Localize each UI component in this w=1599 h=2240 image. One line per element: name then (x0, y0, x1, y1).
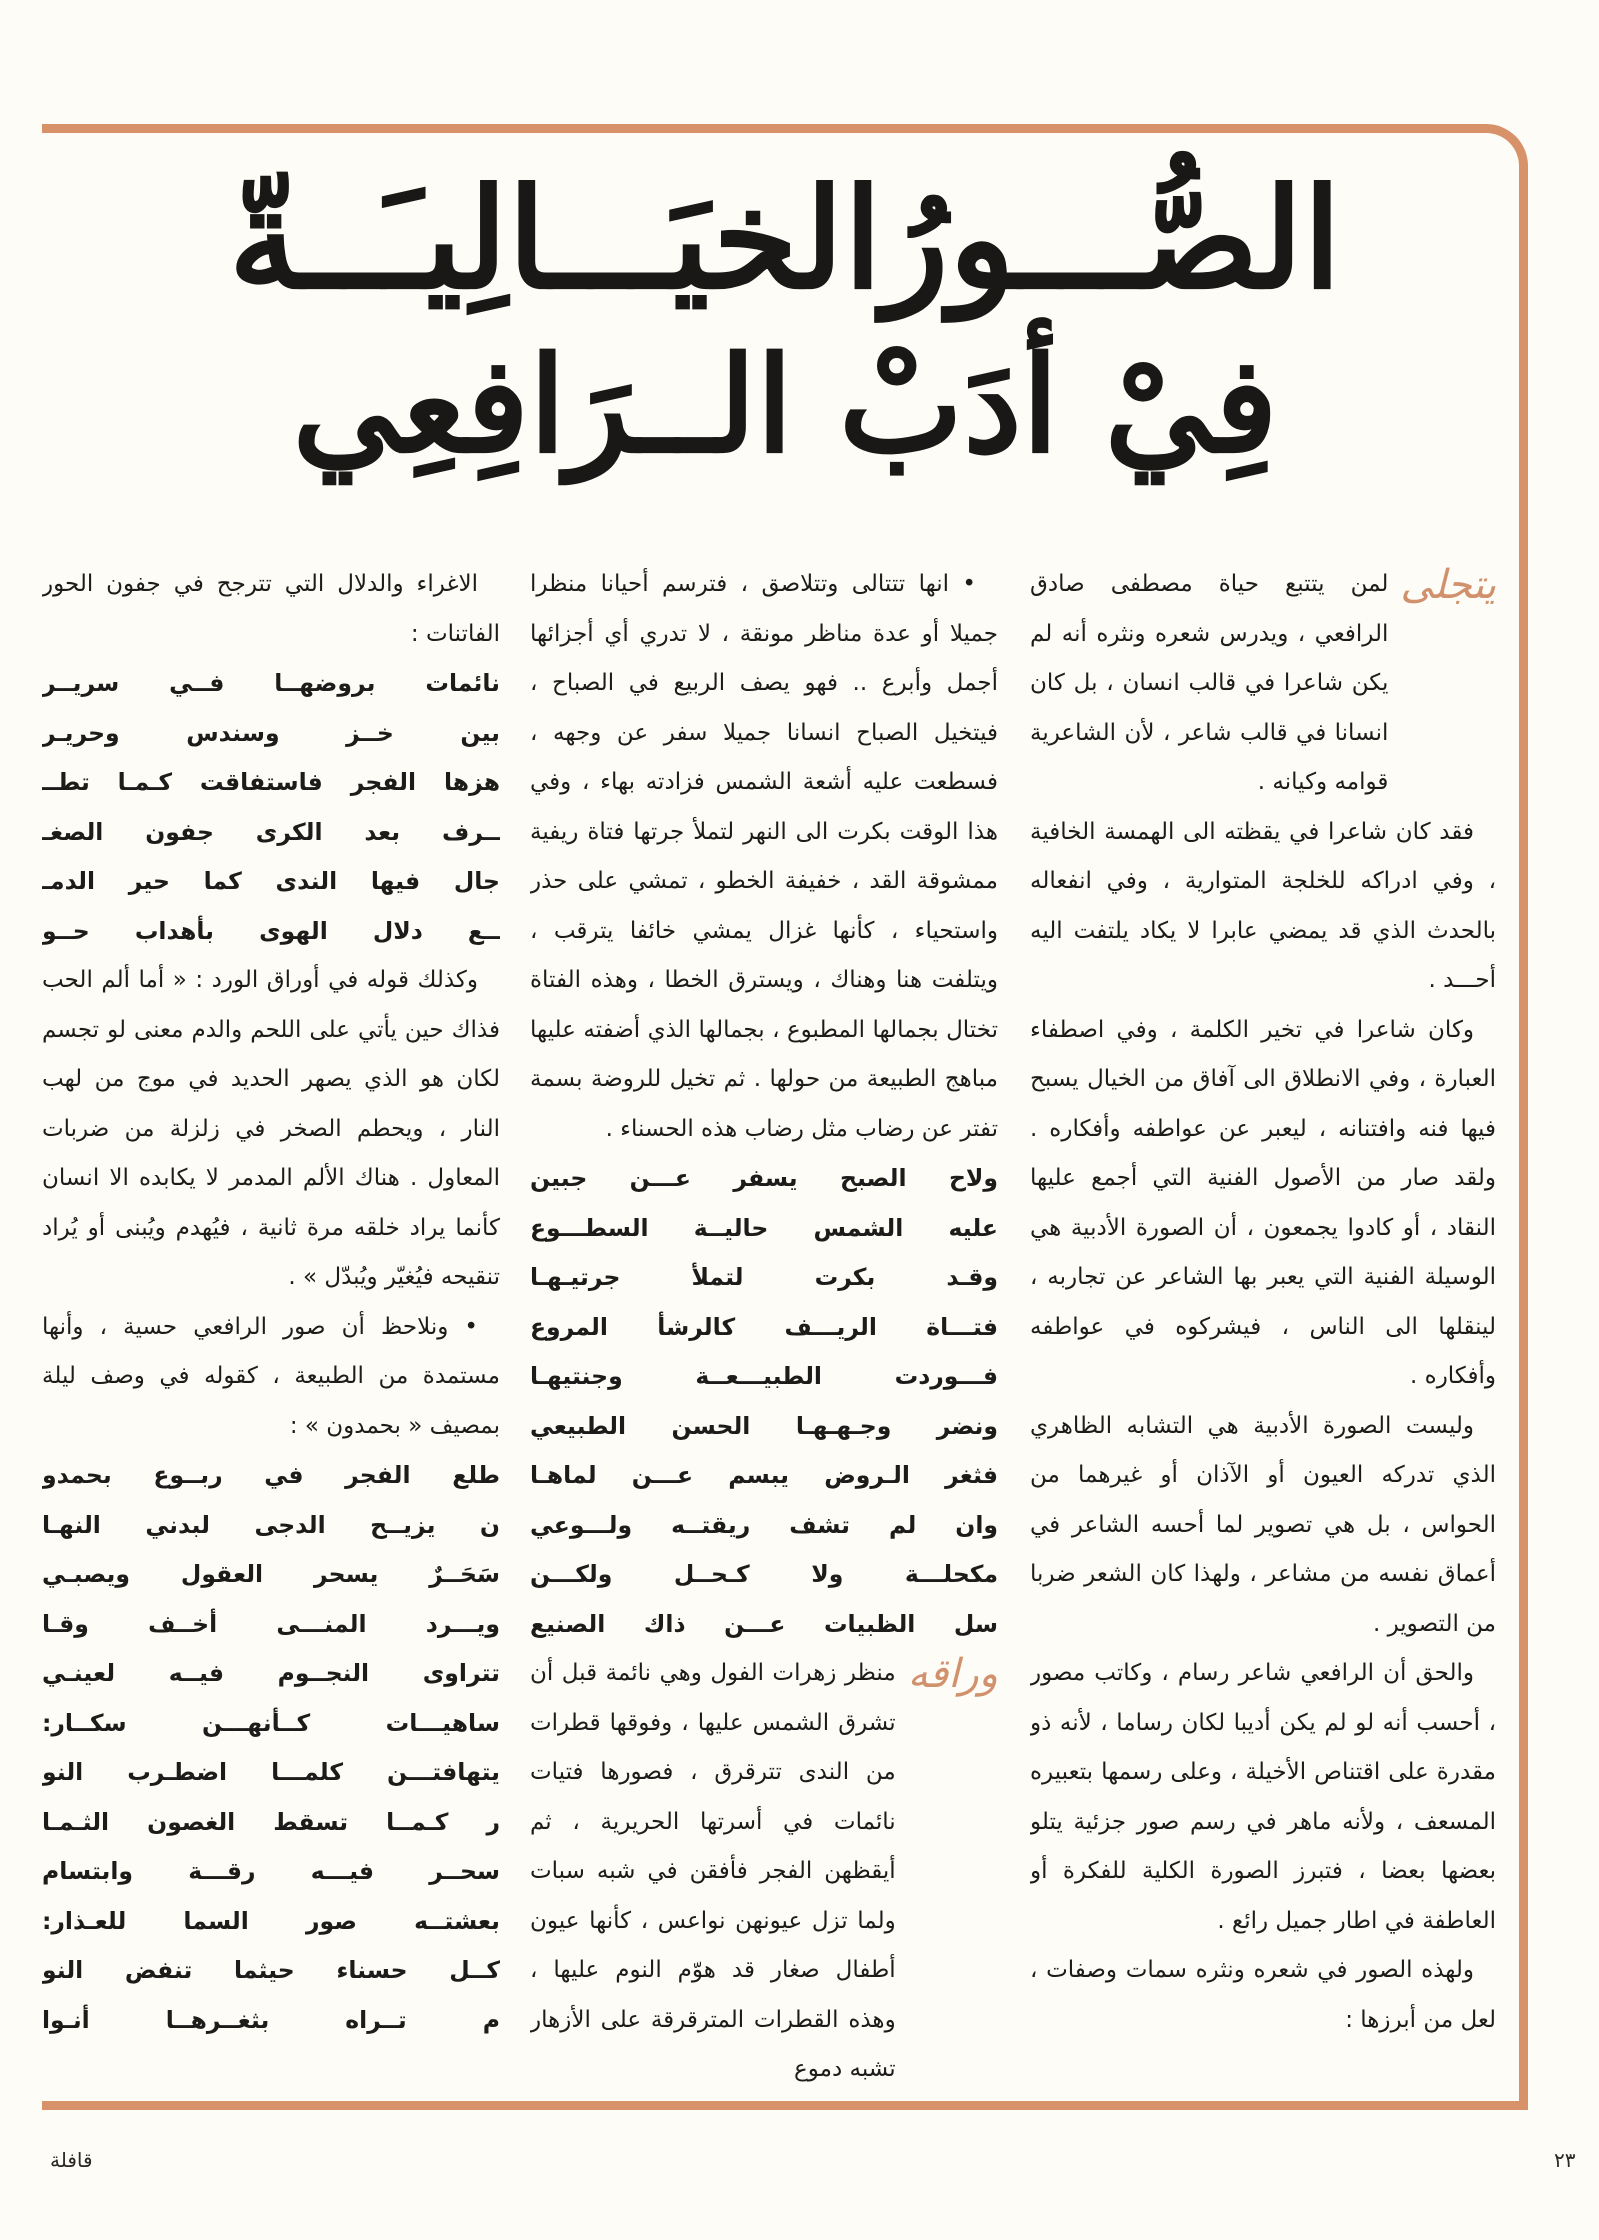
verse-line: سل الظبيات عـــن ذاك الصنيع (530, 1609, 998, 1638)
verse-line: ــع دلال الهوى بأهداب حــو (42, 916, 500, 945)
verse-line: ويـــرد المنـــى أخــف وقـا (42, 1609, 500, 1638)
verse-line: ــرف بعد الكرى جفون الصغـ (42, 817, 500, 846)
verse-line: يتهافتـــن كلمـــا اضطـرب النو (42, 1758, 500, 1786)
verse-line: هزها الفجر فاستفاقت كـمـا تطــ (42, 768, 500, 796)
article-title (60, 157, 1510, 530)
section-tag-yatajalla: يتجلى (1400, 562, 1496, 608)
verse-line: فتـــاة الريـــف كالرشأ المروع (530, 1312, 998, 1341)
paragraph: الاغراء والدلال التي تترجح في جفون الحور الفاتنات : (42, 571, 500, 647)
column-left (42, 560, 500, 2105)
paragraph: وليست الصورة الأدبية هي التشابه الظاهري الذي تدركه العيون أو الآذان أو غيرهما من الحواس ، بل هي تصوير لما أحسه الشاعر في أعماق نفسه من مشاعر ، ولهذا كان الشعر ضربا من التصوير . (1030, 1412, 1496, 1637)
section-waraaha (530, 1649, 998, 2095)
paragraph: • ونلاحظ أن صور الرافعي حسية ، وأنها مستمدة من الطبيعة ، كقوله في وصف ليلة بمصيف « بحمدون » : (42, 1313, 500, 1439)
verse-line: وان لم تشف ريقتــه ولـــوعي (530, 1510, 998, 1539)
verse-line: سَحَــرٌ يسحر العقول ويصبـي (42, 1560, 500, 1588)
paragraph: منظر زهرات الفول وهي نائمة قبل أن تشرق الشمس عليها ، وفوقها قطرات من الندى تترقرق ، فصورها فتيات نائمات في أسرتها الحريرية ، ثم أيقظهن الفجر فأفقن في شبه سبات ولما تزل عيونهن نواعس ، كأنها عيون أطفال صغار قد هوّم النوم عليها ، وهذه القطرات المترقرقة على الأزهار تشبه دموع (530, 1660, 896, 2082)
verse-line: عليه الشمس حاليــة السطـــوع (530, 1213, 998, 1242)
verse-line: بين خــز وسندس وحريـر (42, 718, 500, 747)
verse-line: بعشتــه صور السما للعـذار: (42, 1906, 500, 1935)
verse-line: تتراوى النجــوم فيــه لعينـي (42, 1659, 500, 1687)
paragraph: وكان شاعرا في تخير الكلمة ، وفي اصطفاء العبارة ، وفي الانطلاق الى آفاق من الخيال يسبح فيها فنه وافتنانه ، ليعبر عن عواطفه وأفكاره . ولقد صار من الأصول الفنية التي أجمع عليها النقاد ، أو كادوا يجمعون ، أن الصورة الأدبية هي الوسيلة الفنية التي يعبر بها الشاعر عن تجاربه ، لينقلها الى الناس ، فيشركوه في عواطفه وأفكاره . (1030, 1016, 1496, 1389)
intro-paragraph: لمن يتتبع حياة مصطفى صادق الرافعي ، ويدرس شعره ونثره أنه لم يكن شاعرا في قالب انسان ، بل كان انسانا في قالب شاعر ، لأن الشاعرية قوامه وكيانه . (1030, 571, 1389, 795)
verse-line: كــل حسناء حيثما تنفض النو (42, 1956, 500, 1984)
paragraph: وكذلك قوله في أوراق الورد : « أما ألم الحب فذاك حين يأتي على اللحم والدم معنى لو تجسم لكان هو الذي يصهر الحديد في موج من لهب النار ، ويحطم الصخر في زلزلة من ضربات المعاول . هناك الألم المدمر لا يكابده الا انسان كأنما يراد خلقه مرة ثانية ، فيُهدم ويُبنى أو يُراد تنقيحه فيُغيّر ويُبدّل » . (42, 967, 500, 1290)
title-line-1: الصُّـــورُالخيَـــالِيـَــةّ (228, 157, 1342, 320)
magazine-name: قافلة (50, 2148, 93, 2172)
paragraph: ولهذه الصور في شعره ونثره سمات وصفات ، لعل من أبرزها : (1030, 1957, 1496, 2033)
column-right (1030, 560, 1496, 2105)
verse-line: ن يزيــح الدجى لبدني النهـا (42, 1510, 500, 1539)
verse-line: جال فيها الندى كما حير الدمـ (42, 867, 500, 895)
verse-line: ونضر وجـهـهـا الحسن الطبيعي (530, 1411, 998, 1440)
title-line-2: فِيْ أدَبْ الــرَافِعِي (292, 328, 1278, 483)
verse-line: ولاح الصبح يسفر عـــن جبين (530, 1164, 998, 1192)
verse-line: طلع الفجر في ربــوع بحمدو (42, 1461, 500, 1489)
verse-line: ساهيـــات كــأنهـــن سكــار: (42, 1708, 500, 1737)
verse-line: سحــر فيـــه رقـــة وابتسام (42, 1857, 500, 1885)
section-intro (1030, 560, 1496, 808)
paragraph: والحق أن الرافعي شاعر رسام ، وكاتب مصور ، أحسب أنه لو لم يكن أديبا لكان رساما ، لأنه ذو مقدرة على اقتناص الأخيلة ، وعلى رسمها بتعبيره المسعف ، ولأنه ماهر في رسم صور جزئية يتلو بعضها بعضا ، فتبرز الصورة الكلية للفكرة أو العاطفة في اطار جميل رائع . (1030, 1660, 1496, 1934)
section-tag-waraaha: وراقه (907, 1651, 998, 1697)
column-middle (530, 560, 998, 2105)
verse-line: نائمات بروضهــا فــي سريــر (42, 669, 500, 697)
page-number: ٢٣ (1554, 2148, 1576, 2172)
verse-line: مكحلـــة ولا كـحــل ولكـــن (530, 1560, 998, 1588)
verse-line: فثغر الـروض يبسم عـــن لماهـا (530, 1461, 998, 1489)
verse-line: وقـد بكرت لتملأ جرتيـهـا (530, 1263, 998, 1291)
paragraph: فقد كان شاعرا في يقظته الى الهمسة الخافية ، وفي ادراكه للخلجة المتوارية ، وفي انفعاله بالحدث الذي قد يمضي عابرا لا يكاد يلتفت اليه أحـــد . (1030, 818, 1496, 993)
verse-line: م تــراه بثغــرهــا أنـوا (42, 2005, 500, 2034)
verse-line: ر كـمــا تسقط الغصون الثـمـا (42, 1807, 500, 1836)
verse-line: فـــوردت الطبيـــعــة وجنتيهـا (530, 1362, 998, 1390)
paragraph: • انها تتتالى وتتلاصق ، فترسم أحيانا منظرا جميلا أو عدة مناظر مونقة ، لا تدري أي أجزائها أجمل وأبرع .. فهو يصف الربيع في الصباح ، فيتخيل الصباح انسانا جميلا سفر عن وجهه ، فسطعت عليه أشعة الشمس فزادته بهاء ، وفي هذا الوقت بكرت الى النهر لتملأ جرتها فتاة ريفية ممشوقة القد ، خفيفة الخطو ، تمشي على حذر واستحياء ، كأنها غزال يمشي خائفا يترقب ، ويتلفت هنا وهناك ، ويسترق الخطا ، وهذه الفتاة تختال بجمالها المطبوع ، بجمالها الذي أضفته عليها مباهج الطبيعة من حولها . ثم تخيل للروضة بسمة تفتر عن رضاب مثل رضاب هذه الحسناء . (530, 571, 998, 1142)
